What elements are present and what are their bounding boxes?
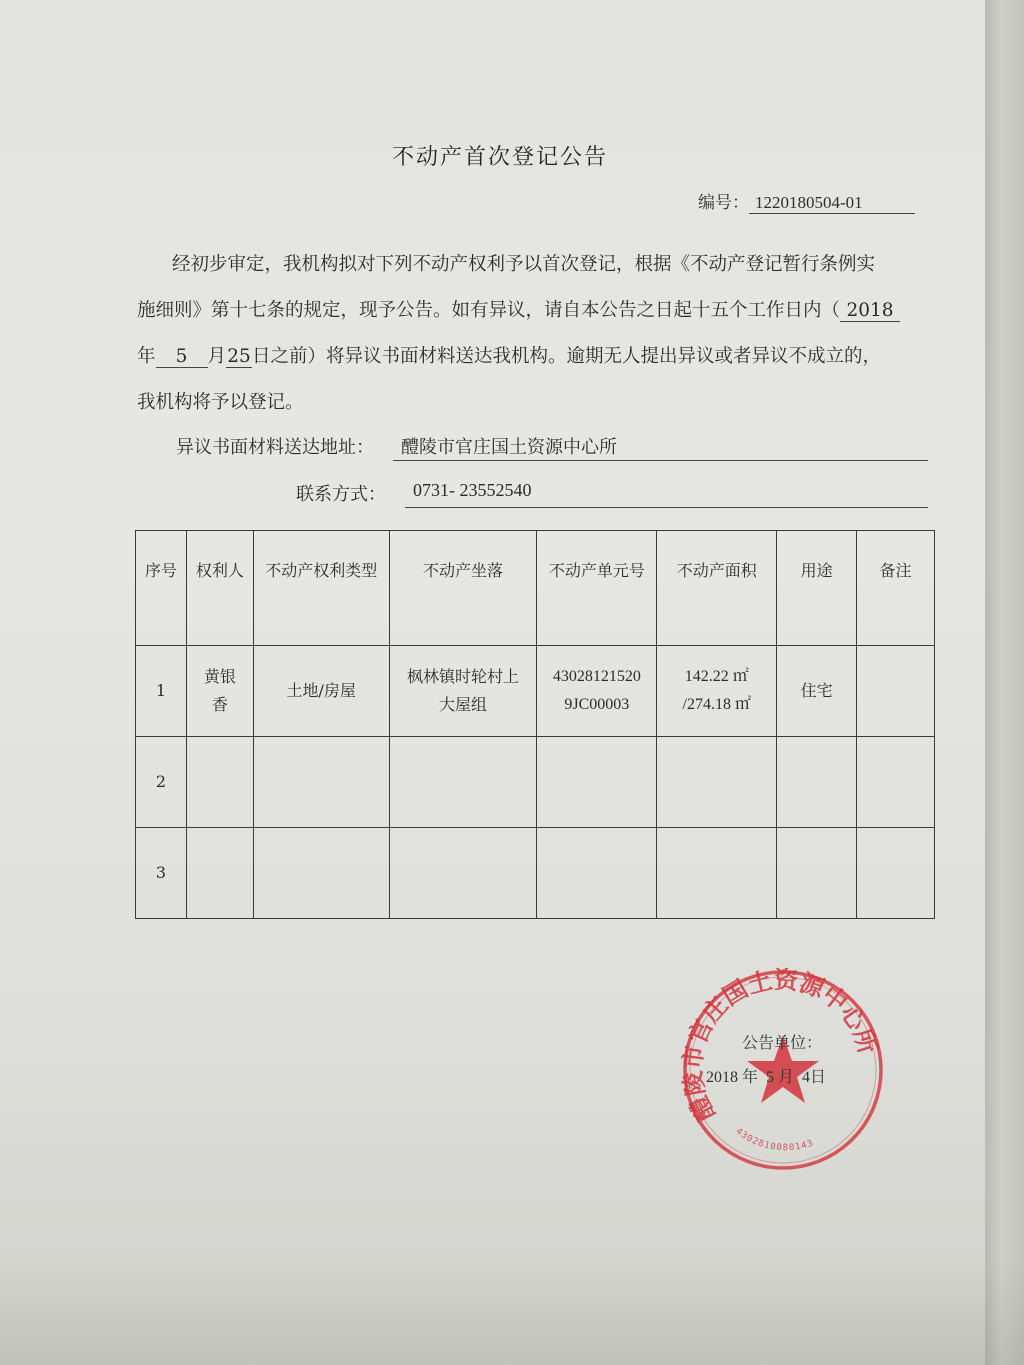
empty-cell — [186, 737, 253, 828]
row-number: 1 — [136, 646, 187, 737]
empty-cell — [857, 737, 935, 828]
issue-date — [706, 1064, 826, 1087]
number-label: 编号： — [698, 193, 749, 213]
header-cell: 不动产坐落 — [389, 531, 537, 646]
issue-day: 4 — [802, 1069, 811, 1086]
empty-cell — [657, 828, 777, 919]
table-row — [136, 737, 935, 828]
paragraph-line-3 — [137, 342, 881, 368]
empty-cell — [777, 737, 857, 828]
paragraph-line-1: 经初步审定，我机构拟对下列不动产权利予以首次登记，根据《不动产登记暂行条例实 — [172, 254, 876, 275]
deadline-year: 2018 — [840, 300, 900, 322]
table-row — [136, 828, 935, 919]
empty-cell — [186, 828, 253, 919]
paragraph-line-2 — [137, 296, 900, 322]
paragraph-line-2-text: 施细则》第十七条的规定，现予公告。如有异议，请自本公告之日起十五个工作日内（ — [137, 300, 841, 321]
month-char: 月 — [207, 346, 227, 367]
document-title: 不动产首次登记公告 — [391, 145, 608, 170]
empty-cell — [777, 828, 857, 919]
svg-text:4302810080143 — [734, 1127, 816, 1154]
location-cell — [389, 646, 537, 737]
issue-year: 2018 — [706, 1069, 738, 1086]
header-cell: 不动产单元号 — [537, 531, 657, 646]
header-cell: 不动产权利类型 — [253, 531, 389, 646]
issue-month: 5 — [766, 1069, 775, 1086]
number-value: 1220180504-01 — [749, 193, 915, 214]
location-line: 枫林镇时轮村上 — [406, 667, 519, 686]
header-cell: 不动产面积 — [657, 531, 777, 646]
header-cell: 用途 — [777, 531, 857, 646]
unit-line: 43028121520 — [552, 668, 641, 685]
remark-cell — [857, 646, 935, 737]
empty-cell — [657, 737, 777, 828]
paper-edge-behind — [985, 0, 1024, 1365]
empty-cell — [389, 828, 537, 919]
seal-code: 4302810080143 — [733, 1126, 816, 1154]
row-number: 3 — [136, 828, 187, 919]
year-char: 年 — [137, 346, 156, 367]
header-cell: 序号 — [136, 531, 187, 646]
use-cell: 住宅 — [777, 646, 857, 737]
deadline-day: 25 — [227, 346, 251, 367]
owner-cell — [186, 646, 253, 737]
table-header-row — [136, 531, 935, 646]
location-line: 大屋组 — [438, 695, 487, 714]
owner-line: 黄银 — [203, 667, 236, 686]
document-number — [698, 188, 915, 214]
area-cell — [657, 646, 777, 737]
empty-cell — [857, 828, 935, 919]
issue-day-char: 日 — [810, 1069, 827, 1086]
row-number: 2 — [136, 737, 187, 828]
address-label: 异议书面材料送达地址： — [176, 437, 374, 458]
paragraph-line-4: 我机构将予以登记。 — [137, 392, 304, 413]
unit-line: 9JC00003 — [564, 696, 630, 713]
bottom-shadow — [0, 1260, 1024, 1365]
right-type-cell: 土地/房屋 — [253, 646, 389, 737]
address-value: 醴陵市官庄国土资源中心所 — [393, 433, 928, 461]
issuer-label: 公告单位： — [742, 1033, 823, 1052]
header-cell: 备注 — [857, 531, 935, 646]
seal-text: 醴陵市官庄国土资源中心所 — [678, 965, 882, 1126]
registration-table — [135, 530, 935, 919]
empty-cell — [537, 737, 657, 828]
empty-cell — [253, 737, 389, 828]
issue-year-char: 年 — [742, 1069, 759, 1086]
header-cell: 权利人 — [186, 531, 253, 646]
area-line: 142.22 ㎡ — [684, 668, 749, 685]
area-line: /274.18 ㎡ — [682, 696, 751, 713]
owner-line: 香 — [211, 695, 228, 714]
empty-cell — [537, 828, 657, 919]
table-row — [136, 646, 935, 737]
contact-label: 联系方式： — [296, 484, 386, 505]
deadline-month: 5 — [156, 346, 208, 368]
empty-cell — [253, 828, 389, 919]
issue-month-char: 月 — [778, 1069, 795, 1086]
contact-value: 0731- 23552540 — [405, 480, 928, 508]
unit-number-cell — [537, 646, 657, 737]
paragraph-line-3-text: 日之前）将异议书面材料送达我机构。逾期无人提出异议或者异议不成立的， — [252, 346, 882, 367]
empty-cell — [389, 737, 537, 828]
